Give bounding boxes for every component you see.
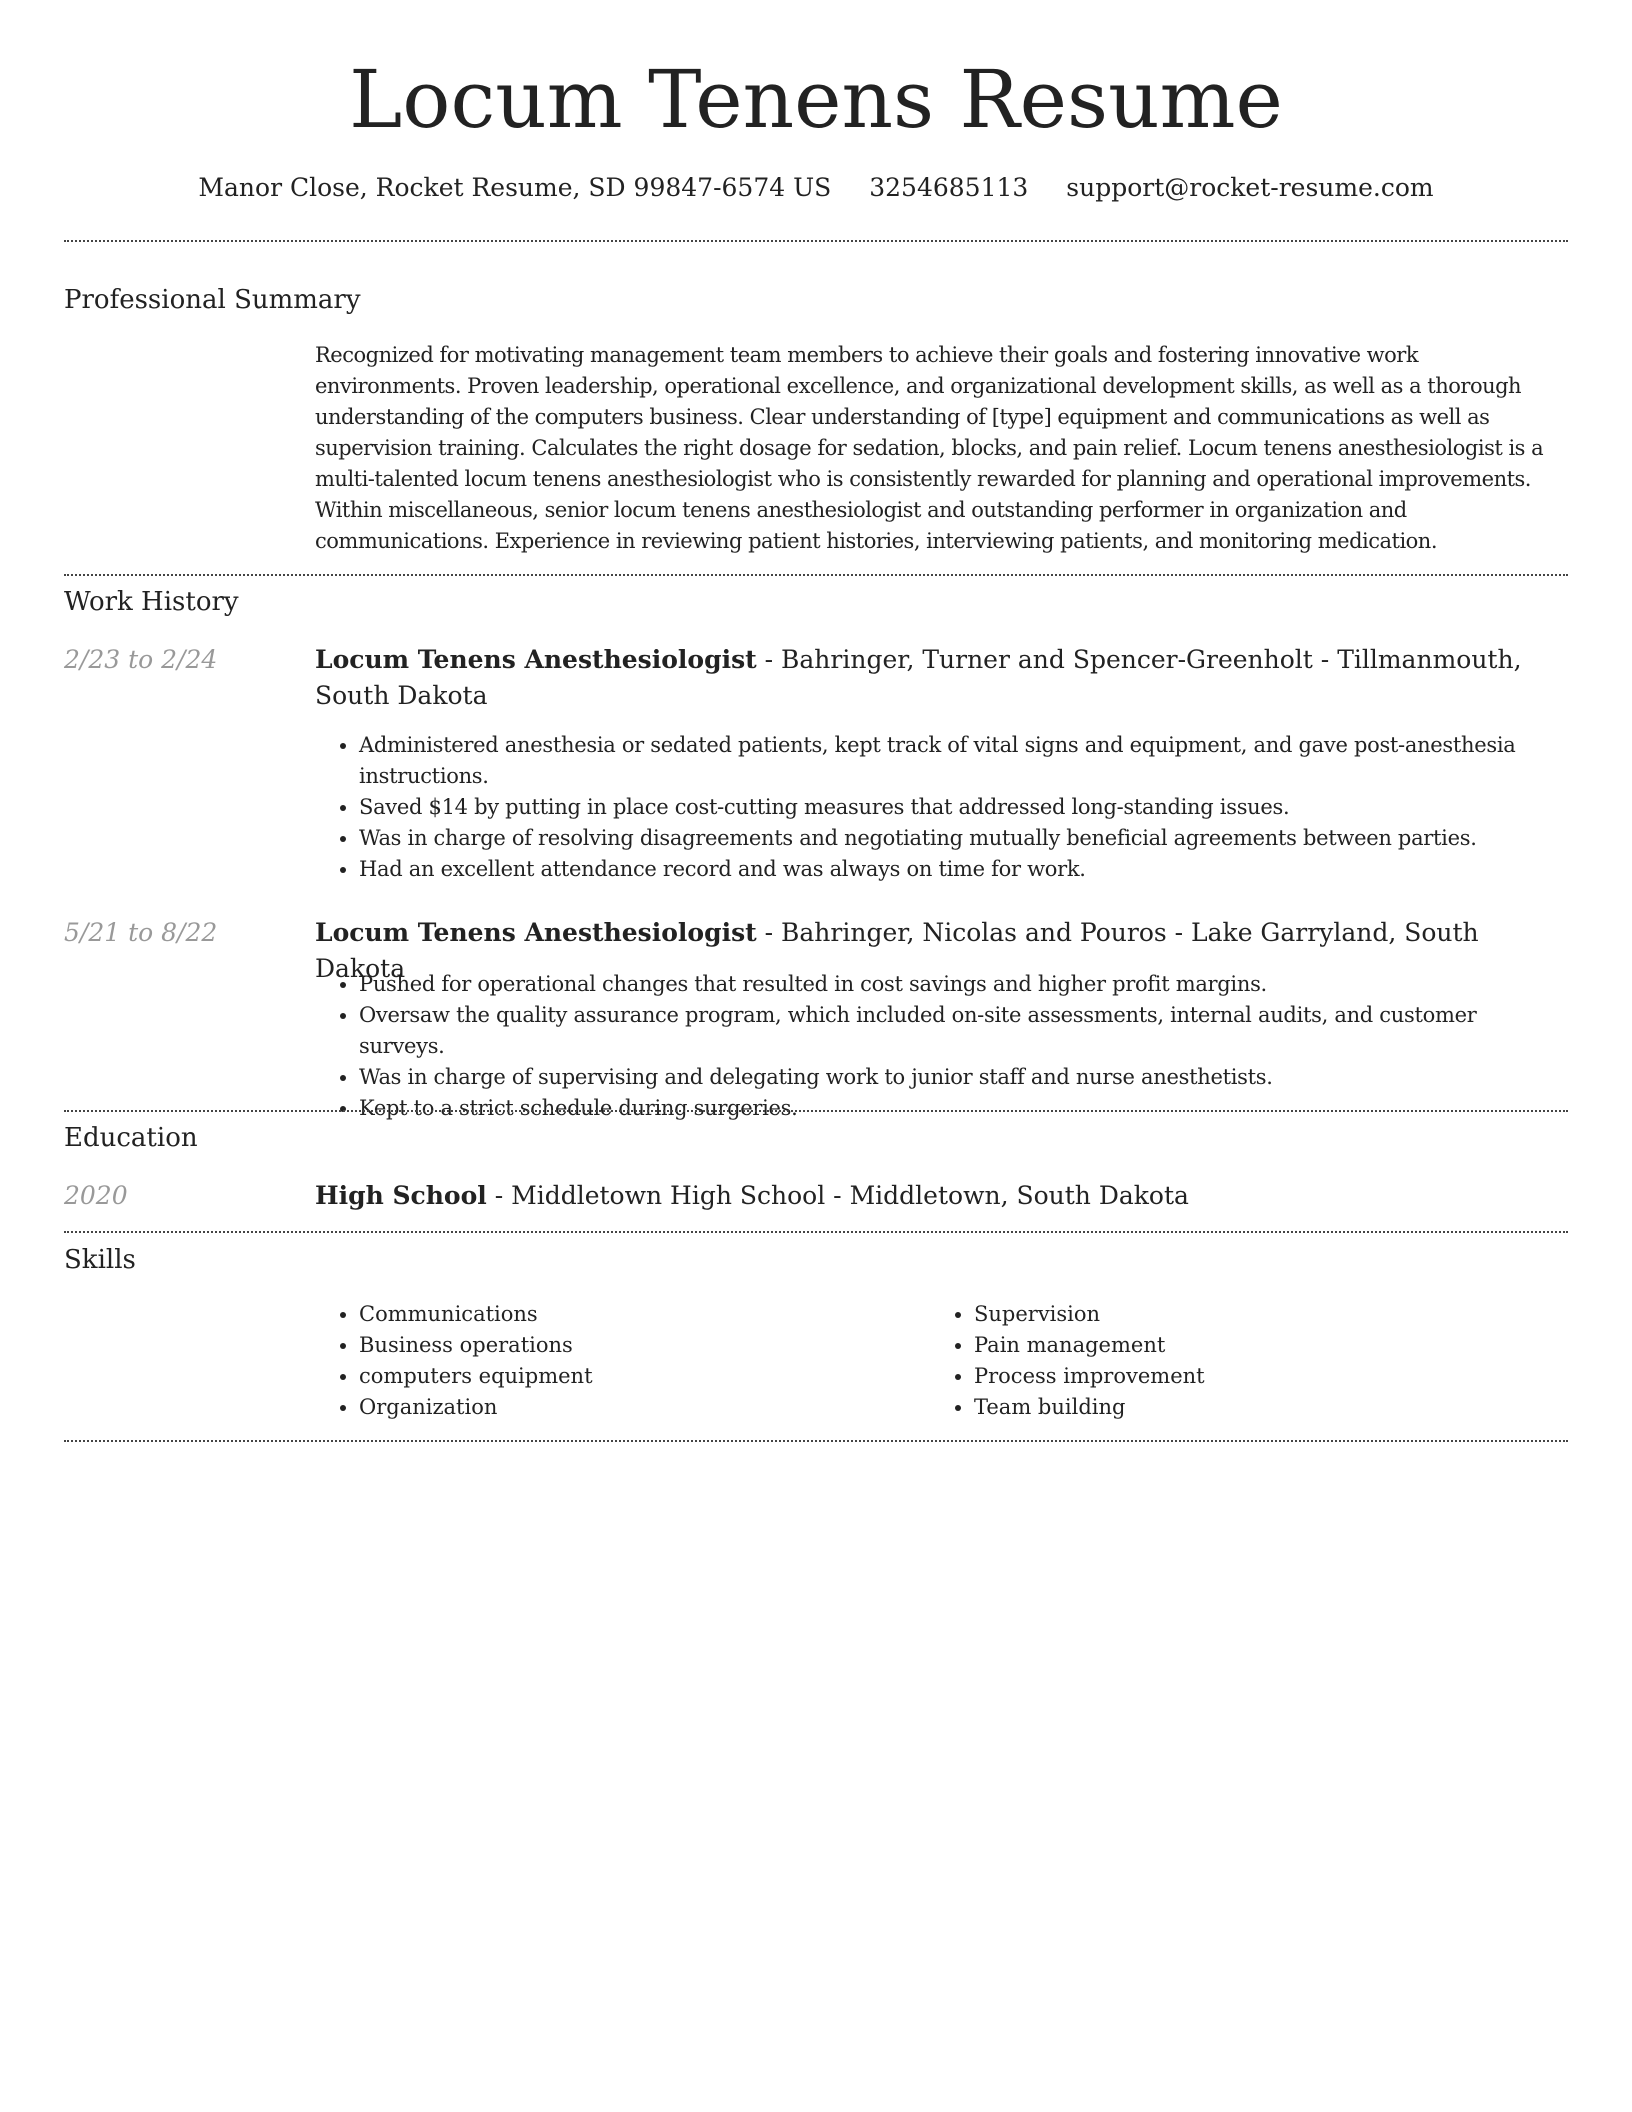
list-item: • Was in charge of resolving disagreements and negotiating mutually beneficial agreements between parties. xyxy=(359,823,1568,854)
resume-title: Locum Tenens Resume xyxy=(349,53,1283,146)
header-divider xyxy=(64,240,1568,242)
list-item: • Was in charge of supervising and delegating work to junior staff and nurse anesthetists. xyxy=(359,1062,1568,1093)
education-school: - Middletown High School - Middletown, South Dakota xyxy=(486,1181,1189,1210)
job-1-dates: 2/23 to 2/24 xyxy=(64,645,218,674)
list-item: • Supervision xyxy=(974,1299,1568,1330)
work-history-heading: Work History xyxy=(64,587,239,617)
contact-line xyxy=(0,170,1632,206)
job-1-title xyxy=(315,642,1568,714)
education-heading: Education xyxy=(64,1123,198,1153)
list-item: • Business operations xyxy=(359,1330,930,1361)
job-1-employer: - Bahringer, Turner and Spencer-Greenholt - Tillmanmouth, South Dakota xyxy=(315,645,1522,710)
education-degree: High School xyxy=(315,1181,487,1210)
education-entry xyxy=(315,1178,1568,1214)
job-2-employer: - Bahringer, Nicolas and Pouros - Lake Garryland, South Dakota xyxy=(315,918,1479,983)
job-2-bullets xyxy=(315,969,1568,1124)
summary-heading: Professional Summary xyxy=(64,285,361,315)
list-item: • Oversaw the quality assurance program, which included on-site assessments, internal audits, and customer surveys. xyxy=(359,1000,1568,1062)
skills-list-right xyxy=(930,1299,1568,1423)
list-item: • Kept to a strict schedule during surgeries. xyxy=(359,1093,1568,1124)
list-item: • Team building xyxy=(974,1392,1568,1423)
education-divider xyxy=(64,1231,1568,1233)
summary-text: Recognized for motivating management team members to achieve their goals and fostering innovative work environments. Proven leadership, operational excellence, and organizational development skills, as well as a thorough understanding of the computers business. Clear understanding of [type] equipment and communications as well as supervision training. Calculates the right dosage for sedation, blocks, and pain relief. Locum tenens anesthesiologist is a multi-talented locum tenens anesthesiologist who is consistently rewarded for planning and operational improvements. Within miscellaneous, senior locum tenens anesthesiologist and outstanding performer in organization and communications. Experience in reviewing patient histories, interviewing patients, and monitoring medication. xyxy=(315,343,1544,553)
job-2-dates: 5/21 to 8/22 xyxy=(64,918,218,947)
job-1-role: Locum Tenens Anesthesiologist xyxy=(315,645,757,674)
list-item: • Had an excellent attendance record and was always on time for work. xyxy=(359,854,1568,885)
job-1-bullets xyxy=(315,730,1568,885)
education-year: 2020 xyxy=(64,1181,128,1210)
skills-list-left xyxy=(315,1299,930,1423)
list-item: • Administered anesthesia or sedated patients, kept track of vital signs and equipment, and gave post-anesthesia instructions. xyxy=(359,730,1568,792)
list-item: • Communications xyxy=(359,1299,930,1330)
skills-divider xyxy=(64,1440,1568,1442)
summary-divider xyxy=(64,574,1568,576)
list-item: • computers equipment xyxy=(359,1361,930,1392)
skills-heading: Skills xyxy=(64,1245,136,1275)
list-item: • Pushed for operational changes that resulted in cost savings and higher profit margins. xyxy=(359,969,1568,1000)
list-item: • Process improvement xyxy=(974,1361,1568,1392)
list-item: • Pain management xyxy=(974,1330,1568,1361)
address: Manor Close, Rocket Resume, SD 99847-6574 US xyxy=(198,173,832,202)
work-divider xyxy=(64,1110,1568,1112)
list-item: • Saved $14 by putting in place cost-cutting measures that addressed long-standing issues. xyxy=(359,792,1568,823)
list-item: • Organization xyxy=(359,1392,930,1423)
job-2-role: Locum Tenens Anesthesiologist xyxy=(315,918,757,947)
email: support@rocket-resume.com xyxy=(1066,173,1434,202)
phone: 3254685113 xyxy=(869,173,1029,202)
